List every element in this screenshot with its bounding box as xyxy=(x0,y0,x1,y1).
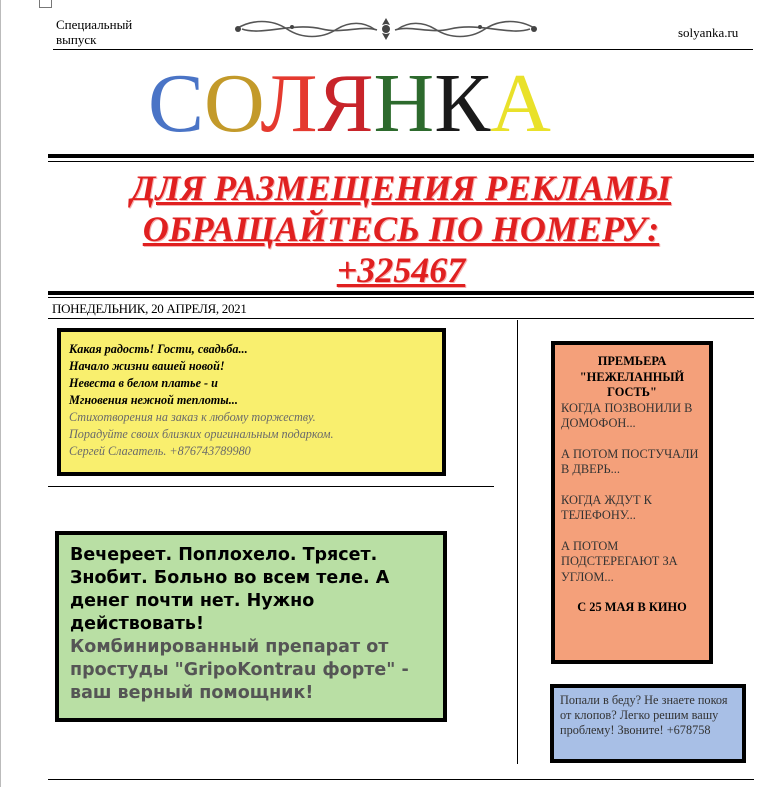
poem-ad xyxy=(57,328,446,476)
medicine-product-text: Комбинированный препарат от простуды "GripoKontrau форте" - ваш верный помощник! xyxy=(70,637,409,703)
corner-checkbox[interactable] xyxy=(39,0,52,8)
poem-contact: Сергей Слагатель. +876743789980 xyxy=(69,444,251,458)
masthead-letter: К xyxy=(434,57,491,150)
movie-release-date: С 25 МАЯ В КИНО xyxy=(577,600,687,614)
medicine-headline: Вечереет. Поплохело. Трясет. Знобит. Больно во всем теле. А денег почти нет. Нужно действовать! xyxy=(70,545,390,634)
site-url: solyanka.ru xyxy=(678,25,739,40)
masthead-letter: О xyxy=(204,57,261,150)
date-rule-bottom xyxy=(48,318,754,319)
masthead-letter: Н xyxy=(373,57,435,150)
poem-line: Какая радость! Гости, свадьба... xyxy=(69,342,248,356)
special-edition-label: Специальный выпуск xyxy=(56,17,133,47)
left-column-rule xyxy=(48,486,494,487)
ad-banner-line1: ДЛЯ РАЗМЕЩЕНИЯ РЕКЛАМЫ xyxy=(130,168,672,208)
poem-offer-line: Стихотворения на заказ к любому торжеству. xyxy=(69,410,316,424)
movie-teaser: А ПОТОМ ПОДСТЕРЕГАЮТ ЗА УГЛОМ... xyxy=(561,538,678,584)
medicine-ad xyxy=(55,531,447,722)
pest-control-ad xyxy=(550,684,746,763)
poem-line: Начало жизни вашей новой! xyxy=(69,359,225,373)
poem-line: Невеста в белом платье - и xyxy=(69,376,218,390)
poem-offer-line: Порадуйте своих близких оригинальным подарком. xyxy=(69,427,334,441)
column-divider xyxy=(517,320,518,764)
movie-teaser: КОГДА ПОЗВОНИЛИ В ДОМОФОН... xyxy=(561,400,693,430)
masthead-letter: А xyxy=(490,57,551,150)
bottom-rule xyxy=(48,779,754,780)
masthead xyxy=(0,57,778,150)
masthead-rule-thin xyxy=(48,161,754,162)
header-rule xyxy=(53,49,753,50)
masthead-letter: Я xyxy=(317,57,374,150)
movie-ad xyxy=(551,341,713,664)
dateline: ПОНЕДЕЛЬНИК, 20 АПРЕЛЯ, 2021 xyxy=(52,301,247,316)
movie-teaser: А ПОТОМ ПОСТУЧАЛИ В ДВЕРЬ... xyxy=(561,446,699,476)
masthead-rule-thick xyxy=(48,154,754,158)
movie-teaser: КОГДА ЖДУТ К ТЕЛЕФОНУ... xyxy=(561,492,652,522)
date-rule-thin xyxy=(48,297,754,298)
date-rule-thick xyxy=(48,291,754,295)
ornament-icon xyxy=(232,16,540,47)
poem-line: Мгновения нежной теплоты... xyxy=(69,393,238,407)
ad-banner-line2: ОБРАЩАЙТЕСЬ ПО НОМЕРУ: xyxy=(142,209,660,249)
masthead-letter: Л xyxy=(260,57,318,150)
pest-control-text: Попали в беду? Не знаете покоя от клопов? Легко решим вашу проблему! Звоните! +678758 xyxy=(560,693,728,737)
movie-title: ПРЕМЬЕРА "НЕЖЕЛАННЫЙ ГОСТЬ" xyxy=(579,354,685,399)
ad-banner-phone: +325467 xyxy=(336,250,466,290)
masthead-letter: С xyxy=(148,57,205,150)
